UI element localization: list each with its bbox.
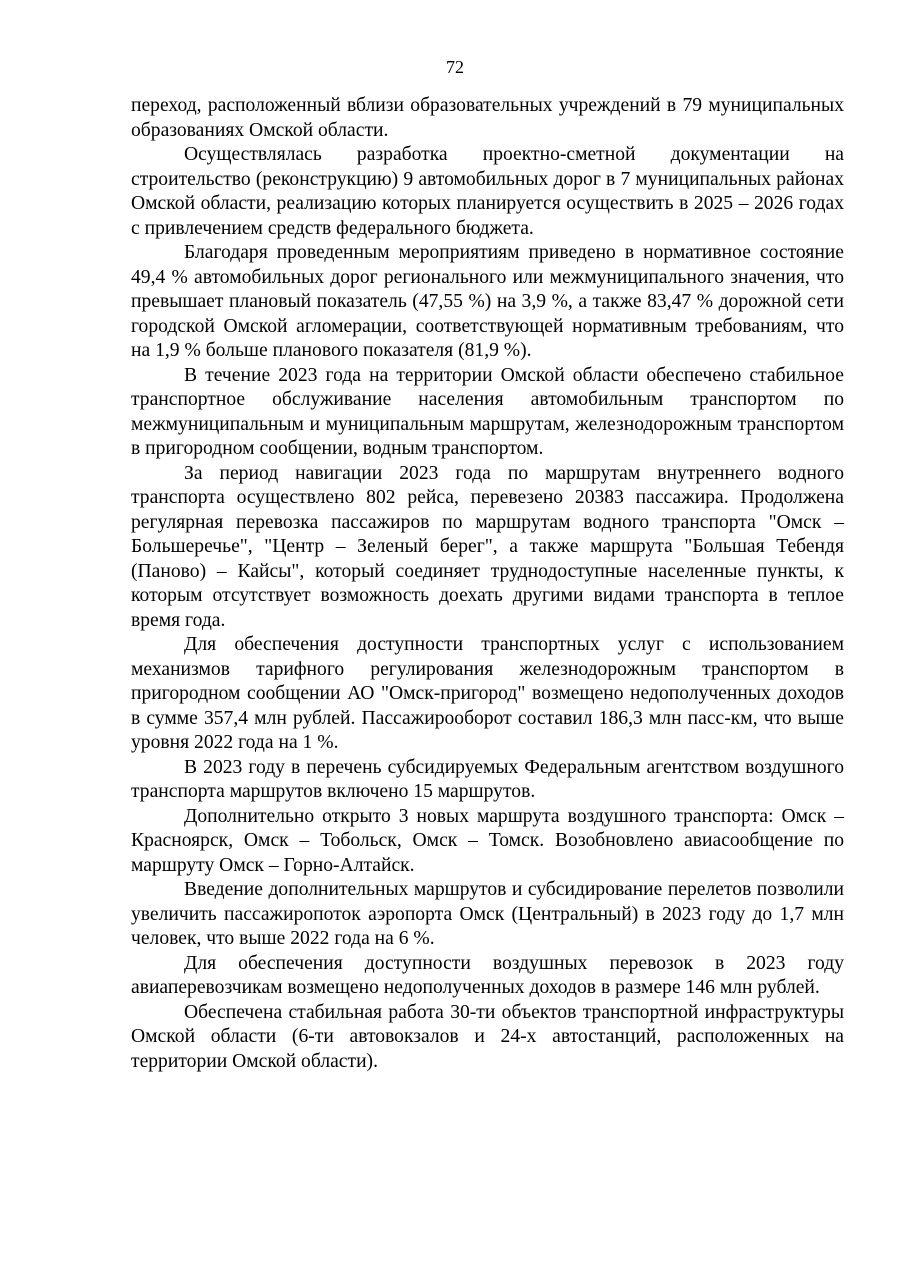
- paragraph-air-carriers-compensation: Для обеспечения доступности воздушных перевозок в 2023 году авиаперевозчикам возмещено недополученных доходов в размере 146 млн рублей.: [131, 952, 844, 998]
- paragraph-new-air-routes: Дополнительно открыто 3 новых маршрута воздушного транспорта: Омск – Красноярск, Омск – Тобольск, Омск – Томск. Возобновлено авиасообщение по маршруту Омск – Горно-Алтайск.: [131, 805, 844, 876]
- body-text: [131, 94, 844, 1074]
- paragraph-water-transport: За период навигации 2023 года по маршрутам внутреннего водного транспорта осуществлено 802 рейса, перевезено 20383 пассажира. Продолжена регулярная перевозка пассажиров по маршрутам водного транспорта "Омск – Большеречье", "Центр – Зеленый берег", а также маршрута "Большая Тебендя (Паново) – Кайсы", который соединяет труднодоступные населенные пункты, к которым отсутствует возможность доехать другими видами транспорта в теплое время года.: [131, 462, 844, 631]
- paragraph-design-documentation: Осуществлялась разработка проектно-сметной документации на строительство (реконструкцию) 9 автомобильных дорог в 7 муниципальных районах Омской области, реализацию которых планируется осуществить в 2025 – 2026 годах с привлечением средств федерального бюджета.: [131, 144, 844, 239]
- paragraph-road-condition: Благодаря проведенным мероприятиям приведено в нормативное состояние 49,4 % автомобильных дорог регионального или межмуниципального значения, что превышает плановый показатель (47,55 %) на 3,9 %, а также 83,47 % дорожной сети городской Омской агломерации, соответствующей нормативным требованиям, что на 1,9 % больше планового показателя (81,9 %).: [131, 242, 844, 361]
- paragraph-railway-tariffs: Для обеспечения доступности транспортных услуг с использованием механизмов тарифного регулирования железнодорожным транспортом в пригородном сообщении АО "Омск-пригород" возмещено недополученных доходов в сумме 357,4 млн рублей. Пассажирооборот составил 186,3 млн пасс-км, что выше уровня 2022 года на 1 %.: [131, 634, 844, 753]
- paragraph-pedestrian-crossings: переход, расположенный вблизи образовательных учреждений в 79 муниципальных образованиях Омской области.: [131, 95, 844, 141]
- paragraph-transport-service: В течение 2023 года на территории Омской области обеспечено стабильное транспортное обслуживание населения автомобильным транспортом по межмуниципальным и муниципальным маршрутам, железнодорожным транспортом в пригородном сообщении, водным транспортом.: [131, 364, 844, 459]
- paragraph-subsidized-routes: В 2023 году в перечень субсидируемых Федеральным агентством воздушного транспорта маршрутов включено 15 маршрутов.: [131, 756, 844, 802]
- paragraph-airport-passengers: Введение дополнительных маршрутов и субсидирование перелетов позволили увеличить пассажиропоток аэропорта Омск (Центральный) в 2023 году до 1,7 млн человек, что выше 2022 года на 6 %.: [131, 879, 844, 949]
- page-number: 72: [446, 57, 464, 77]
- paragraph-bus-stations: Обеспечена стабильная работа 30-ти объектов транспортной инфраструктуры Омской области (6-ти автовокзалов и 24-х автостанций, расположенных на территории Омской области).: [131, 1001, 844, 1072]
